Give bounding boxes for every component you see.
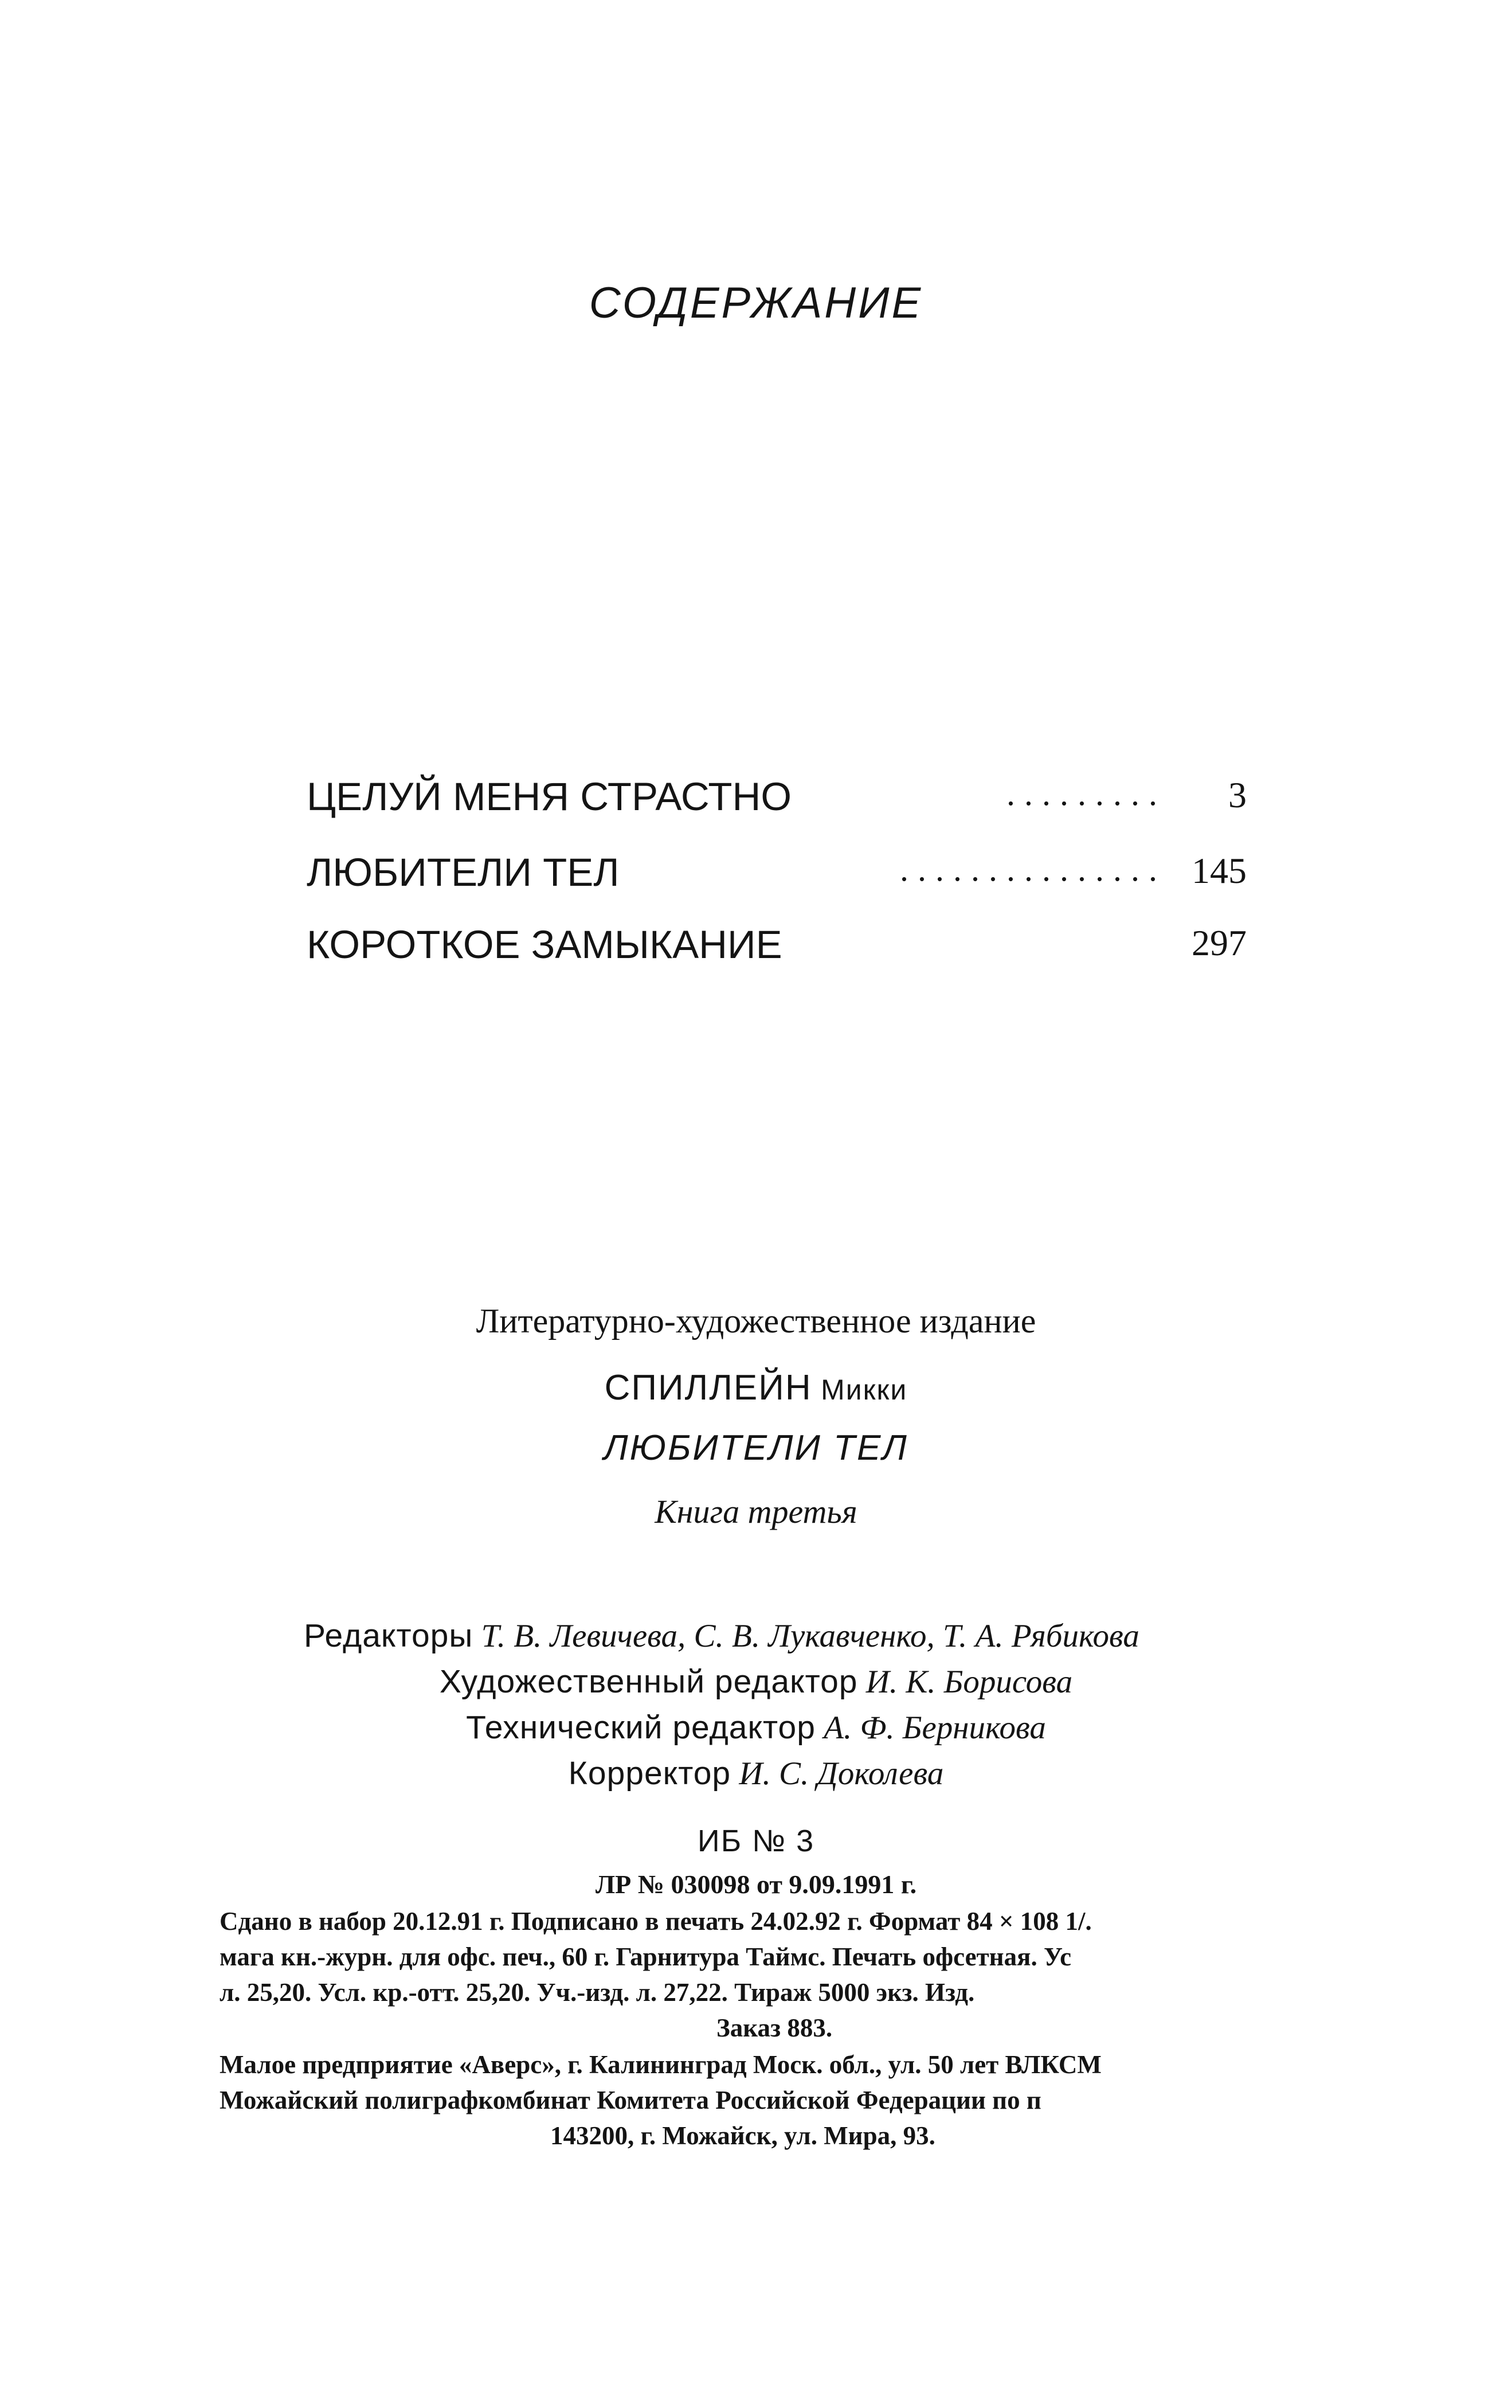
toc-entry [307,850,1247,901]
author-name [0,1367,1512,1409]
print-info-line: Сдано в набор 20.12.91 г. Подписано в печать 24.02.92 г. Формат 84 × 108 1/. [220,1907,1092,1936]
toc-entry-leader: ......... [1006,775,1166,812]
toc-entry-page: 145 [1192,850,1247,891]
order-number: Заказ 883. [716,2014,833,2042]
credit-role: Художественный редактор [439,1663,858,1700]
edition-genre: Литературно-художественное издание [476,1302,1036,1340]
print-info-line: л. 25,20. Усл. кр.-отт. 25,20. Уч.-изд. л. 27,22. Тираж 5000 экз. Изд. [220,1978,975,2007]
credit-line-editors [304,1617,1139,1655]
toc-entry-leader: ............... [900,850,1166,888]
credit-names: А. Ф. Берникова [824,1710,1046,1746]
toc-entry [307,922,1247,974]
credit-line-art-editor [0,1663,1512,1701]
book-title: ЛЮБИТЕЛИ ТЕЛ [604,1428,908,1468]
credit-line-tech-editor [0,1709,1512,1746]
credit-line-proofreader [0,1754,1512,1792]
author-given-name: Микки [821,1374,908,1406]
toc-entry-title: ЦЕЛУЙ МЕНЯ СТРАСТНО [307,775,792,819]
credit-names: И. С. Доколева [739,1756,944,1792]
toc-entry-title: КОРОТКОЕ ЗАМЫКАНИЕ [307,922,782,967]
credit-role: Редакторы [304,1617,473,1654]
publisher-line: Малое предприятие «Аверс», г. Калининград Моск. обл., ул. 50 лет ВЛКСМ [220,2050,1102,2079]
contents-title: СОДЕРЖАНИЕ [589,279,923,327]
author-surname: СПИЛЛЕЙН [604,1368,812,1408]
ib-number: ИБ № 3 [697,1824,815,1858]
license-number: ЛР № 030098 от 9.09.1991 г. [595,1870,917,1899]
printer-address: 143200, г. Можайск, ул. Мира, 93. [550,2121,935,2150]
credit-names: И. К. Борисова [865,1664,1073,1700]
credit-role: Корректор [568,1755,731,1792]
credit-role: Технический редактор [466,1709,816,1746]
toc-entry-title: ЛЮБИТЕЛИ ТЕЛ [307,850,620,894]
book-subtitle: Книга третья [655,1493,857,1530]
toc-entry-page: 3 [1228,775,1247,815]
credit-names: Т. В. Левичева, С. В. Лукавченко, Т. А. Рябикова [481,1618,1139,1654]
toc-entry [307,774,1247,826]
toc-entry-page: 297 [1192,922,1247,963]
print-info-line: мага кн.-журн. для офс. печ., 60 г. Гарнитура Таймс. Печать офсетная. Ус [220,1942,1072,1971]
printer-line: Можайский полиграфкомбинат Комитета Российской Федерации по п [220,2086,1041,2114]
